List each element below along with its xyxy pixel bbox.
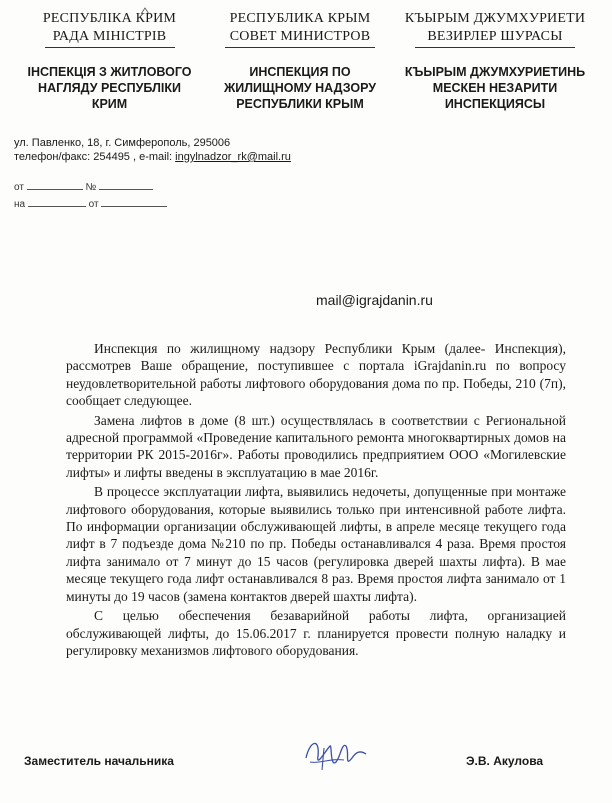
address: ул. Павленко, 18, г. Симферополь, 295006 (14, 137, 231, 149)
paragraph: Инспекция по жилищному надзору Республики Крым (далее- Инспекция), рассмотрев Ваше обращение, поступившее с портала iGrajdanin.ru по вопросу неудовлетворительной работы лифтового оборудования дома по пр. Победы, 210 (7п), сообщает следующее. (66, 341, 566, 409)
incoming-date-blank (101, 197, 167, 207)
incoming-number-blank (28, 197, 86, 207)
inspection-line: ІНСПЕКЦІЯ З ЖИТЛОВОГО (27, 65, 192, 79)
inspection-name-ua (22, 64, 197, 112)
council-name-ru: СОВЕТ МИНИСТРОВ (229, 29, 371, 44)
number-blank (99, 180, 153, 190)
paragraph: Замена лифтов в доме (8 шт.) осуществлялась в соответствии с Региональной адресной программой «Проведение капитального ремонта многоквартирных домов на территории РК 2015-2016г». Работы проводились предприятием ООО «Могилевские лифты» и лифты введены в эксплуатацию в мае 2016г. (66, 412, 566, 480)
letter-body (66, 340, 566, 661)
email-link[interactable]: ingylnadzor_rk@mail.ru (175, 151, 291, 163)
paragraph: В процессе эксплуатации лифта, выявились недочеты, допущенные при монтаже лифтового оборудования, которые выявились только при интенсивной работе лифта. По информации организации обслуживающей лифты, в апреле месяце текущего года лифт в 7 подъезде дома №210 по пр. Победы останавливался 4 раза. Время простоя лифта занимало от 7 минут до 15 часов (регулировка дверей шахты лифта). В мае месяце текущего года лифт останавливался 8 раз. Время простоя лифта занимало от 1 минуты до 19 часов (замена контактов дверей шахты лифта). (66, 484, 566, 604)
from-label: от (14, 182, 24, 193)
republic-name-ua: РЕСПУБЛІКА КРИМ (42, 11, 177, 26)
inspection-line: КЪЫРЫМ ДЖУМХУРИЕТИНЬ (404, 65, 586, 79)
signatory-position: Заместитель начальника (24, 754, 174, 768)
council-name-crh: ВЕЗИРЛЕР ШУРАСЫ (427, 29, 563, 44)
header-ukrainian (22, 10, 197, 112)
inspection-line: ЖИЛИЩНОМУ НАДЗОРУ (223, 81, 377, 95)
inspection-line: НАГЛЯДУ РЕСПУБЛІКИ (38, 81, 181, 95)
handwritten-signature-icon (300, 728, 380, 778)
header-divider-ru (225, 47, 375, 48)
header-divider-ua (45, 47, 175, 48)
republic-name-ru: РЕСПУБЛИКА КРЫМ (229, 11, 371, 26)
number-label: № (85, 182, 97, 193)
contact-block (14, 136, 291, 164)
reference-line-incoming (14, 197, 167, 210)
council-name-ua: РАДА МІНІСТРІВ (52, 29, 167, 44)
header-crimean-tatar (395, 10, 595, 112)
inspection-name-crh (395, 64, 595, 112)
inspection-line: ИНСПЕКЦИЯСЫ (444, 97, 546, 111)
reference-line-outgoing (14, 180, 153, 193)
header-russian (210, 10, 390, 112)
from-label: от (88, 199, 99, 210)
signatory-name: Э.В. Акулова (466, 754, 544, 768)
inspection-line: КРИМ (91, 97, 128, 111)
inspection-line: ИНСПЕКЦИЯ ПО (249, 65, 351, 79)
date-blank (27, 180, 83, 190)
inspection-name-ru (210, 64, 390, 112)
inspection-line: МЕСКЕН НЕЗАРИТИ (432, 81, 558, 95)
inspection-line: РЕСПУБЛИКИ КРЫМ (236, 97, 364, 111)
paragraph: С целью обеспечения безаварийной работы лифта, организацией обслуживающей лифты, до 15.06.2017 г. планируется провести полную наладку и регулировку механизмов лифтового оборудования. (66, 608, 566, 658)
republic-name-crh: КЪЫРЫМ ДЖУМХУРИЕТИ (404, 11, 586, 26)
recipient-email: mail@igrajdanin.ru (316, 292, 433, 308)
phone-email-line: телефон/факс: 254495 , e-mail: ingylnadzor_rk@mail.ru (14, 151, 291, 163)
stamp-mark-icon (140, 3, 150, 13)
to-label: на (14, 199, 26, 210)
header-divider-crh (415, 47, 575, 48)
